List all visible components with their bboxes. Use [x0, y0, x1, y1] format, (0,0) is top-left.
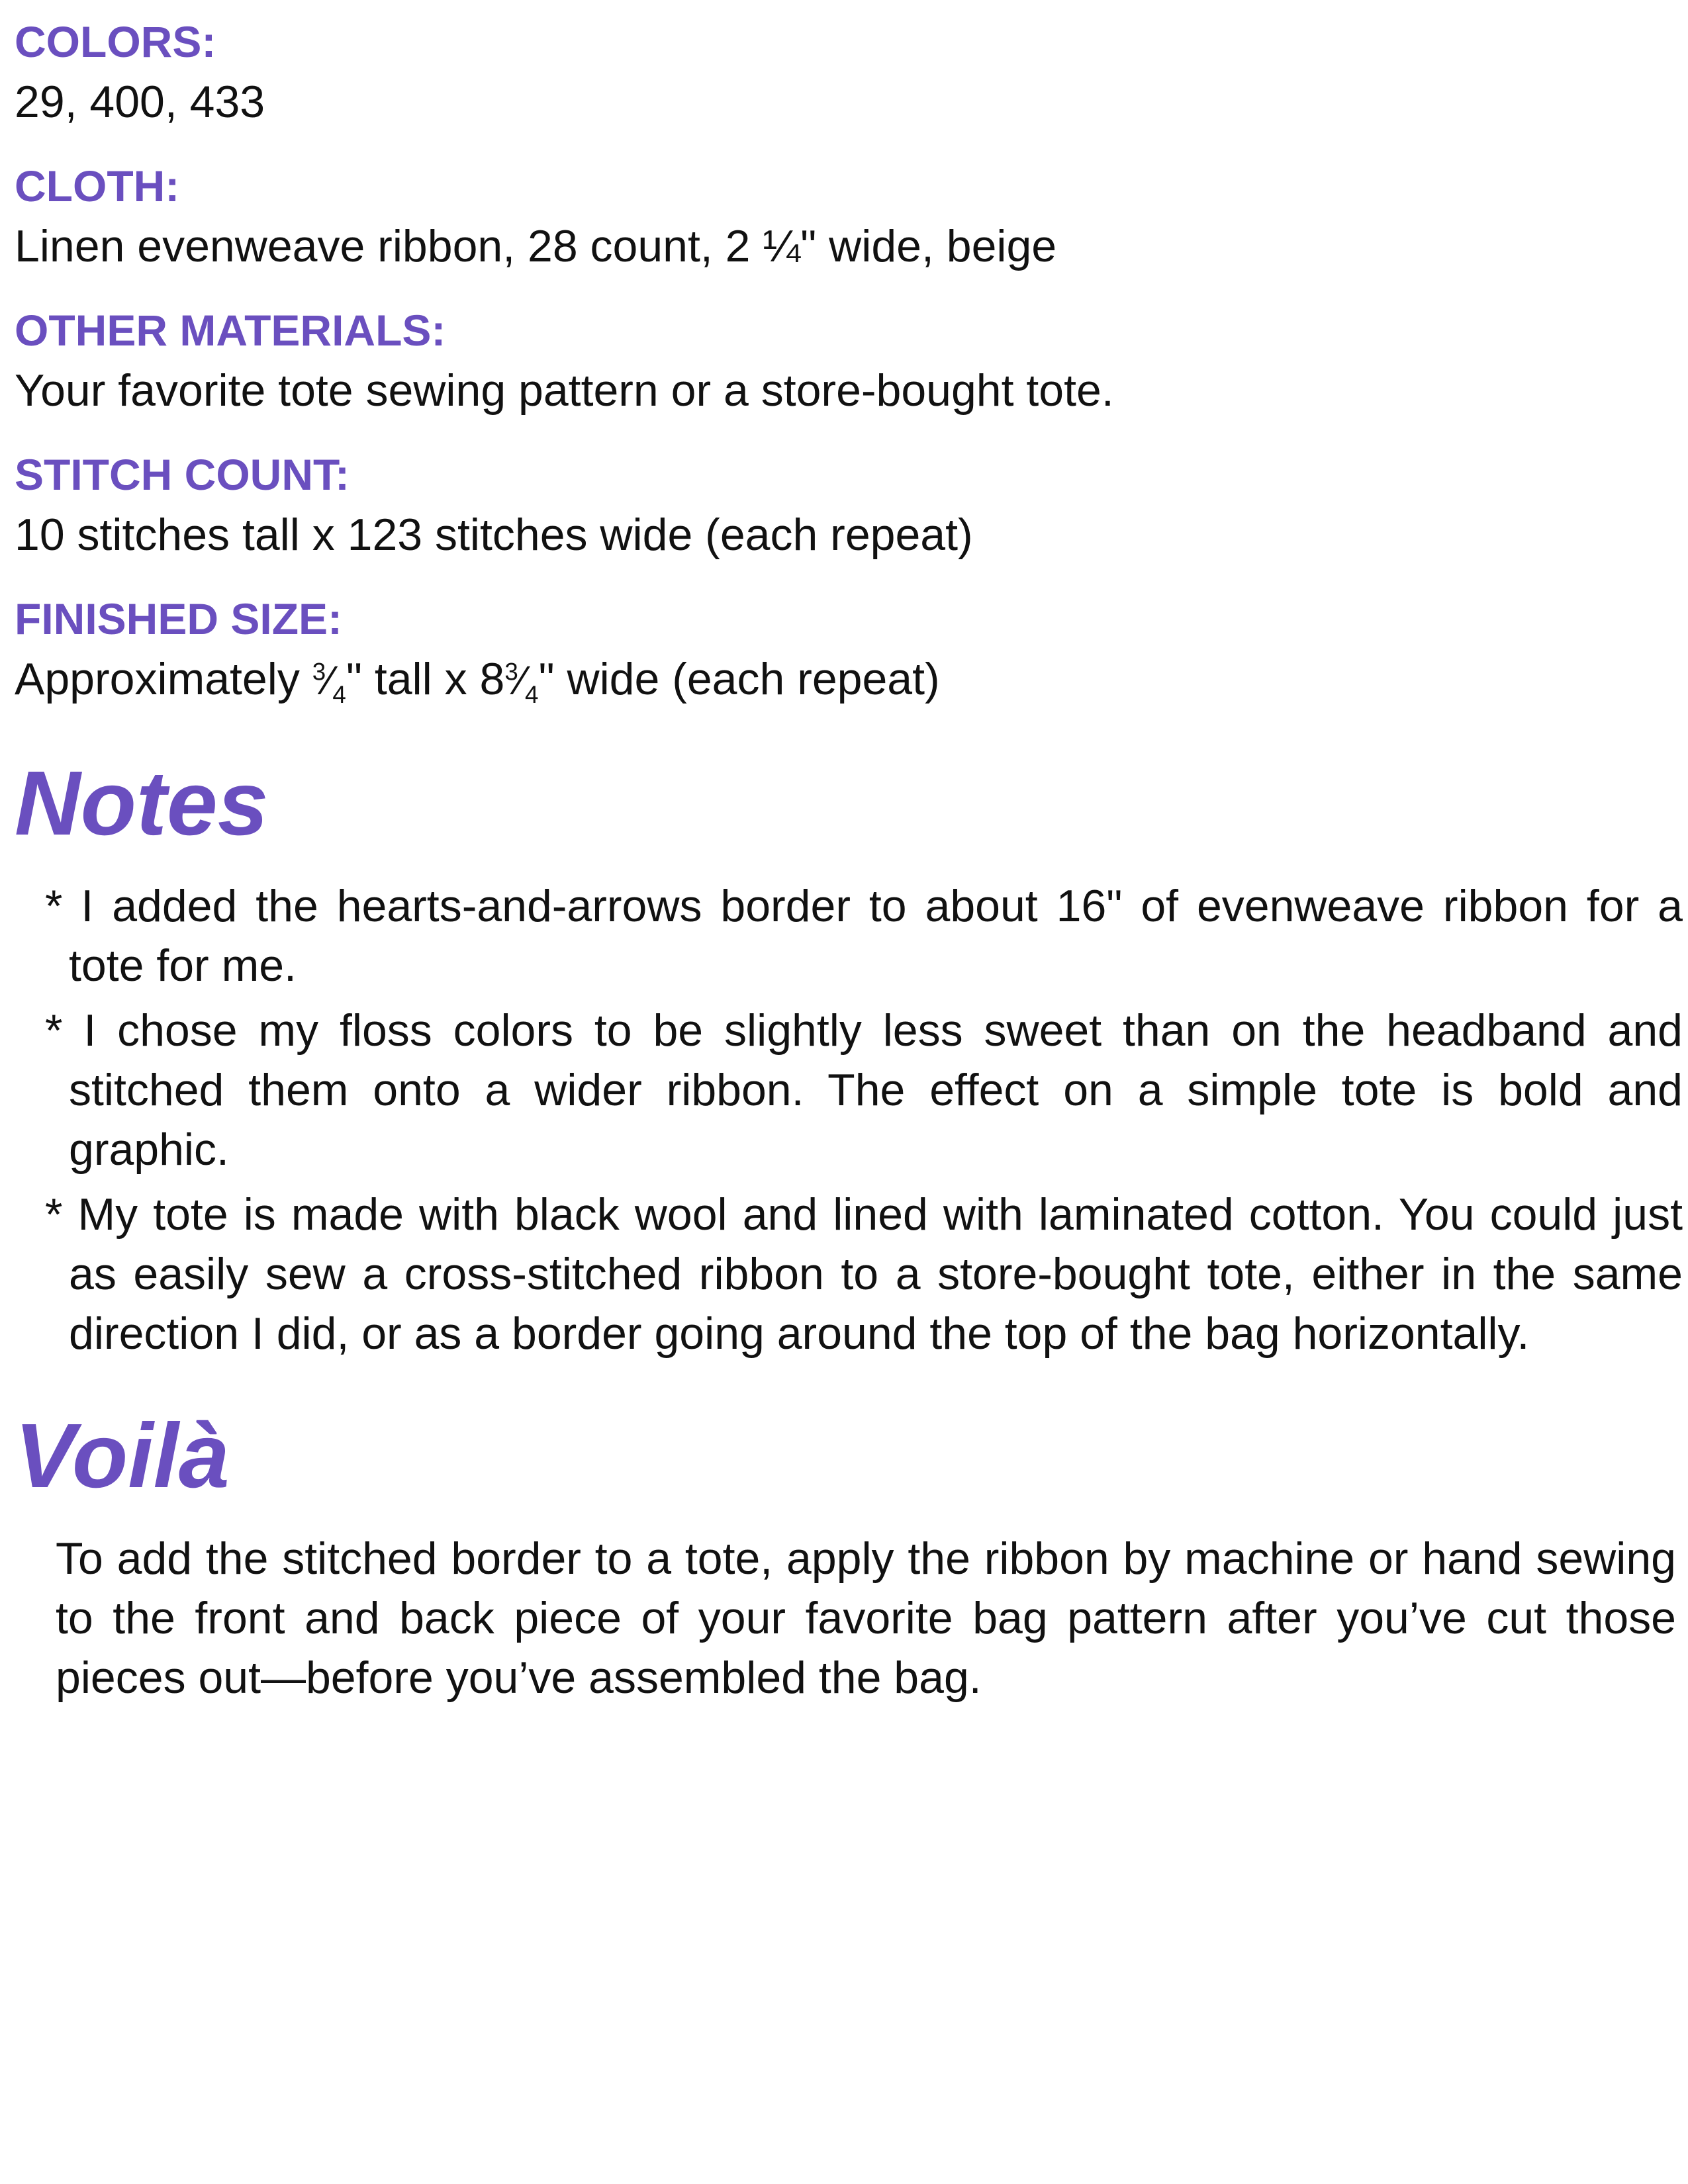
note-item: * I chose my floss colors to be slightly less sweet than on the headband and stitched them onto a wider ribbon. The effect on a simple tote is bold and graphic. — [45, 1005, 1683, 1175]
colors-label: COLORS: — [15, 17, 216, 66]
colors-value: 29, 400, 433 — [15, 77, 265, 127]
notes-list — [15, 876, 1683, 1363]
finished-size-wide-fraction: $^3⁄_4$ — [504, 658, 539, 709]
stitch-count-label: STITCH COUNT: — [15, 450, 350, 499]
voila-heading: Voilà — [15, 1405, 230, 1507]
notes-heading: Notes — [15, 752, 269, 854]
finished-size-value — [15, 649, 1676, 711]
fraction-denominator: 4 — [332, 681, 346, 709]
stitch-count-value: 10 stitches tall x 123 stitches wide (each repeat) — [15, 510, 973, 560]
cloth-label: CLOTH: — [15, 161, 180, 210]
finished-size-tall-fraction: $^3⁄_4$ — [312, 658, 346, 709]
finished-size-label: FINISHED SIZE: — [15, 594, 343, 643]
other-materials-value: Your favorite tote sewing pattern or a store-bought tote. — [15, 365, 1114, 416]
finished-size-middle: " tall x 8 — [346, 654, 505, 704]
note-item: * My tote is made with black wool and lined with laminated cotton. You could just as easily sew a cross-stitched ribbon to a store-bought tote, either in the same direction I did, or as a border going around the top of the bag horizontally. — [45, 1189, 1683, 1359]
document-page — [15, 12, 1683, 1707]
finished-size-suffix: " wide (each repeat) — [538, 654, 940, 704]
fraction-denominator: 4 — [525, 681, 539, 709]
fraction-numerator: 3 — [312, 658, 326, 686]
other-materials-label: OTHER MATERIALS: — [15, 306, 446, 355]
fraction-numerator: 3 — [504, 658, 518, 686]
finished-size-prefix: Approximately — [15, 654, 312, 704]
voila-paragraph: To add the stitched border to a tote, apply the ribbon by machine or hand sewing to the front and back piece of your favorite bag pattern after you’ve cut those pieces out—before you’ve assembled the bag. — [56, 1533, 1676, 1703]
note-item: * I added the hearts-and-arrows border to about 16" of evenweave ribbon for a tote for me. — [45, 881, 1683, 991]
cloth-value: Linen evenweave ribbon, 28 count, 2 ¼" wide, beige — [15, 221, 1057, 271]
